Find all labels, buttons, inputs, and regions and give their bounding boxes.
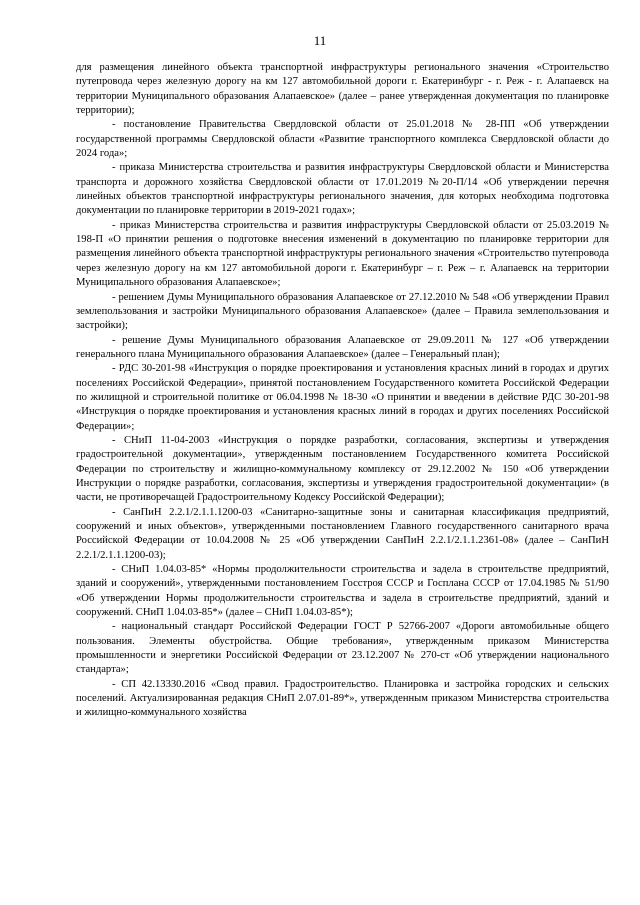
list-item-reshenie-127: - решение Думы Муниципального образования Алапаевское от 29.09.2011 № 127 «Об утверждении генерального плана Муниципального образования Алапаевское» (далее – Генеральный план);	[76, 334, 609, 360]
list-item-prikaz-198p: - приказ Министерства строительства и развития инфраструктуры Свердловской области от 25.03.2019 № 198-П «О принятии решения о подготовке внесения изменений в документацию по планировке территории для размещения линейного объекта транспортной инфраструктуры регионального значения «Строительство путепровода через железную дорогу на км 127 автомобильной дороги г. Екатеринбург – г. Реж – г. Алапаевск на территории Муниципального образования Алапаевское»;	[76, 219, 609, 289]
list-item-gost-r-52766-2007: - национальный стандарт Российской Федерации ГОСТ Р 52766-2007 «Дороги автомобильные общего пользования. Элементы обустройства. Общие требования», утвержденным приказом Министерства промышленности и энергетики Российской Федерации от 23.12.2007 № 270-ст «Об утверждении национального стандарта»;	[76, 621, 609, 676]
document-body	[76, 61, 609, 721]
list-item-snip-1-04-03-85: - СНиП 1.04.03-85* «Нормы продолжительности строительства и задела в строительстве предприятий, зданий и сооружений», утвержденными постановлением Госстроя СССР и Госплана СССР от 17.04.1985 № 51/90 «Об утверждении Нормы продолжительности строительства и задела в строительстве предприятий, зданий и сооружений. СНиП 1.04.03-85*» (далее – СНиП 1.04.03-85*);	[76, 564, 609, 619]
list-item-postanovlenie-28pp: - постановление Правительства Свердловской области от 25.01.2018 № 28-ПП «Об утверждении государственной программы Свердловской области «Развитие транспортного комплекса Свердловской области до 2024 года»;	[76, 119, 609, 160]
page-number: 11	[313, 33, 327, 48]
list-item-rds-30-201-98: - РДС 30-201-98 «Инструкция о порядке проектирования и установления красных линий в городах и других поселениях Российской Федерации», принятой постановлением Государственного комитета Российской Федерации по жилищной и строительной политике от 06.04.1998 № 18-30 «О принятии и введении в действие РДС 30-201-98 «Инструкция о порядке проектирования и установления красных линий в городах и других поселениях Российской Федерации»;	[76, 363, 609, 432]
paragraph-continuation: для размещения линейного объекта транспортной инфраструктуры регионального значения «Строительство путепровода через железную дорогу на км 127 автомобильной дороги г. Екатеринбург - г. Реж - г. Алапаевск на территории Муниципального образования Алапаевское» (далее – ранее утвержденная документация по планировке территории);	[76, 62, 609, 117]
list-item-snip-11-04-2003: - СНиП 11-04-2003 «Инструкция о порядке разработки, согласования, экспертизы и утверждения градостроительной документации», утвержденным постановлением Государственного комитета Российской Федерации по строительству и жилищно-коммунальному комплексу от 29.12.2002 № 150 «Об утверждении Инструкции о порядке разработки, согласования, экспертизы и утверждения градостроительной документации» (в части, не противоречащей Градостроительному Кодексу Российской Федерации);	[76, 434, 609, 504]
list-item-sanpin: - СанПиН 2.2.1/2.1.1.1200-03 «Санитарно-защитные зоны и санитарная классификация предприятий, сооружений и иных объектов», утвержденными постановлением Главного государственного санитарного врача Российской Федерации от 10.04.2008 № 25 «Об утверждении СанПиН 2.2.1/2.1.1.2361-08» (далее – СанПиН 2.2.1/2.1.1.1200-03);	[76, 506, 609, 561]
list-item-reshenie-548: - решением Думы Муниципального образования Алапаевское от 27.12.2010 № 548 «Об утверждении Правил землепользования и застройки Муниципального образования Алапаевское» (далее – Правила землепользования и застройки);	[76, 291, 609, 332]
list-item-sp-42-13330-2016: - СП 42.13330.2016 «Свод правил. Градостроительство. Планировка и застройка городских и сельских поселений. Актуализированная редакция СНиП 2.07.01-89*», утвержденным приказом Министерства строительства и жилищно-коммунального хозяйства	[76, 678, 609, 719]
list-item-prikaz-20p-14: - приказа Министерства строительства и развития инфраструктуры Свердловской области и Министерства транспорта и дорожного хозяйства Свердловской области от 17.01.2019 №20-П/14 «Об утверждении перечня линейных объектов транспортной инфраструктуры регионального значения, для которых необходима подготовка документации по планировке территории в 2019-2021 годах»;	[76, 162, 609, 217]
